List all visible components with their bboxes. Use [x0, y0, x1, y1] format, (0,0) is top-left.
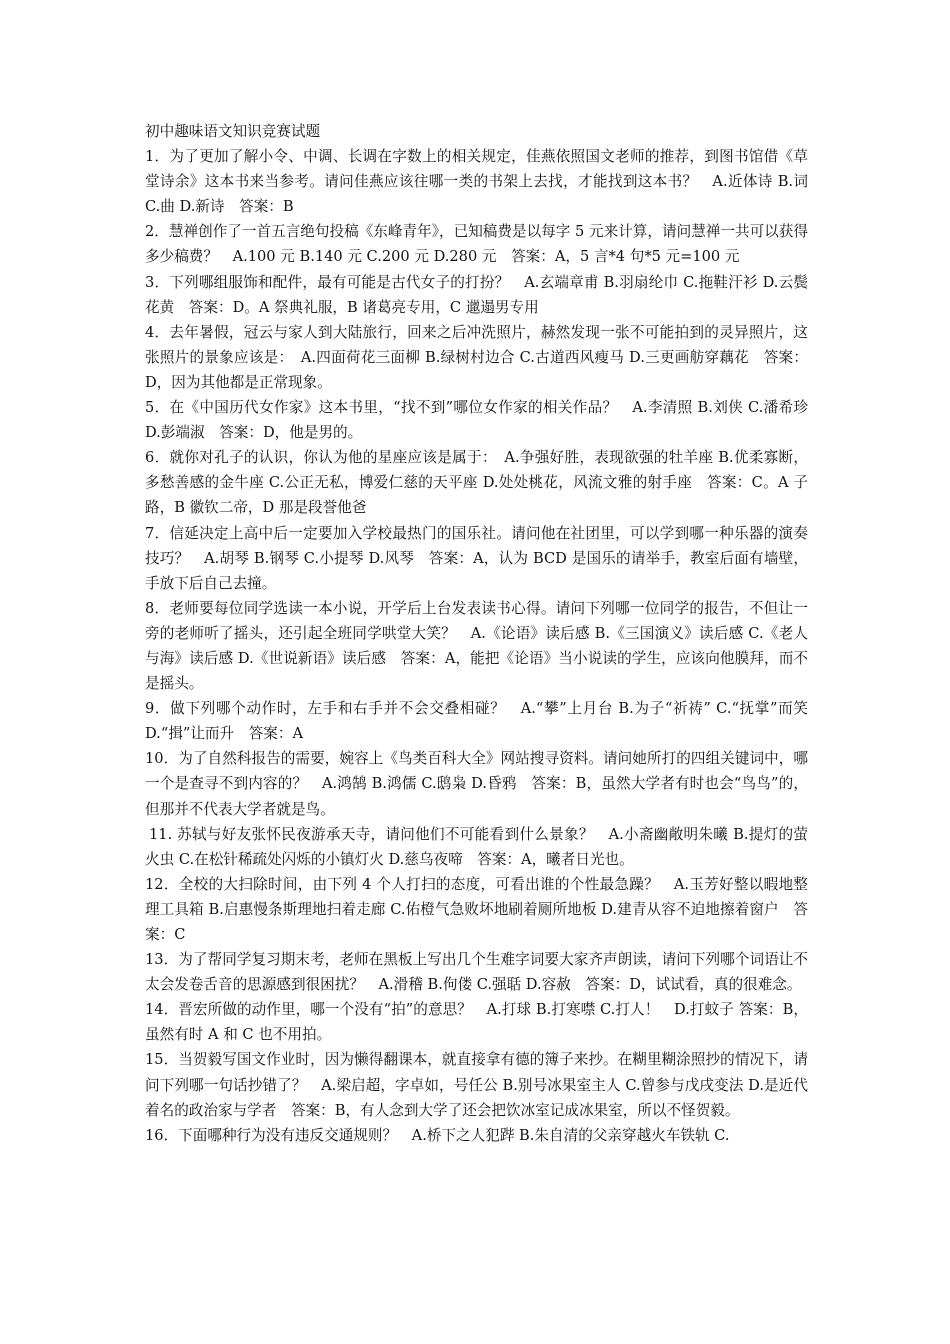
question-2: 2．慧禅创作了一首五言绝句投稿《东峰青年》，已知稿费是以每字 5 元来计算，请问慧禅一共可以获得多少稿费？ A.100 元 B.140 元 C.200 元 D.280 元 答案：A，5 言*4 句*5 元=100 元 — [145, 223, 808, 266]
question-10: 10．为了自然科报告的需要，婉容上《鸟类百科大全》网站搜寻资料。请问她所打的四组关键词中，哪一个是查寻不到内容的？ A.鸿鹄 B.鸿儒 C.鸱枭 D.昏鸦 答案：B，虽然大学者有时也会“鸟鸟”的，但那并不代表大学者就是鸟。 — [145, 750, 808, 818]
question-6: 6．就你对孔子的认识，你认为他的星座应该是属于： A.争强好胜，表现欲强的牡羊座 B.优柔寡断，多愁善感的金牛座 C.公正无私，博爱仁慈的天平座 D.处处桃花，风流文雅的射手座 答案：C。A 子路，B 徽钦二帝，D 那是段誉他爸 — [145, 449, 808, 517]
document-title: 初中趣味语文知识竞赛试题 — [145, 123, 321, 140]
question-15: 15．当贺毅写国文作业时，因为懒得翻课本，就直接拿有德的簿子来抄。在糊里糊涂照抄的情况下，请问下列哪一句话抄错了？ A.梁启超，字卓如，号任公 B.别号冰果室主人 C.曾参与戊戌变法 D.是近代着名的政治家与学者 答案：B，有人念到大学了还会把饮冰室记成冰果室，所以不怪贺毅。 — [145, 1051, 808, 1119]
question-7: 7．信延决定上高中后一定要加入学校最热门的国乐社。请问他在社团里，可以学到哪一种乐器的演奏技巧？ A.胡琴 B.钢琴 C.小提琴 D.风琴 答案：A，认为 BCD 是国乐的请举手，教室后面有墙壁，手放下后自己去撞。 — [145, 524, 808, 592]
question-14: 14．晋宏所做的动作里，哪一个没有“拍”的意思？ A.打球 B.打寒噤 C.打人！ D.打蚊子 答案：B，虽然有时 A 和 C 也不用拍。 — [145, 1001, 808, 1044]
question-1: 1．为了更加了解小令、中调、长调在字数上的相关规定，佳燕依照国文老师的推荐，到图书馆借《草堂诗余》这本书来当参考。请问佳燕应该往哪一类的书架上去找，才能找到这本书？ A.近体诗 B.词 C.曲 D.新诗 答案：B — [145, 148, 808, 216]
question-3: 3．下列哪组服饰和配件，最有可能是古代女子的打扮？ A.玄端章甫 B.羽扇纶巾 C.拖鞋汗衫 D.云鬓花黄 答案：D。A 祭典礼服，B 诸葛亮专用，C 邋遢男专用 — [145, 273, 808, 316]
question-11: 11. 苏轼与好友张怀民夜游承天寺，请问他们不可能看到什么景象？ A.小斋幽敞明朱曦 B.提灯的萤火虫 C.在松针稀疏处闪烁的小镇灯火 D.慈乌夜啼 答案：A，曦者日光也。 — [145, 825, 808, 868]
question-9: 9．做下列哪个动作时，左手和右手并不会交叠相碰？ A.“攀”上月台 B.为子“祈祷” C.“抚掌”而笑 D.“揖”让而升 答案：A — [145, 700, 808, 743]
question-12: 12．全校的大扫除时间，由下列 4 个人打扫的态度，可看出谁的个性最急躁？ A.玉芳好整以暇地整理工具箱 B.启惠慢条斯理地扫着走廊 C.佑橙气急败坏地刷着厕所地板 D.建青从容不迫地擦着窗户 答案：C — [145, 875, 808, 943]
question-5: 5．在《中国历代女作家》这本书里，“找不到”哪位女作家的相关作品？ A.李清照 B.刘侠 C.潘希珍 D.彭端淑 答案：D，他是男的。 — [145, 399, 808, 442]
question-4: 4．去年暑假，冠云与家人到大陆旅行，回来之后冲洗照片，赫然发现一张不可能拍到的灵异照片，这张照片的景象应该是： A.四面荷花三面柳 B.绿树村边合 C.古道西风瘦马 D.三更画舫穿藕花 答案：D，因为其他都是正常现象。 — [145, 323, 808, 391]
document-body — [145, 119, 808, 1148]
question-16: 16．下面哪种行为没有违反交通规则？ A.桥下之人犯跸 B.朱自清的父亲穿越火车铁轨 C. — [145, 1126, 730, 1144]
question-8: 8．老师要每位同学选读一本小说，开学后上台发表读书心得。请问下列哪一位同学的报告，不但让一旁的老师听了摇头，还引起全班同学哄堂大笑？ A.《论语》读后感 B.《三国演义》读后感 C.《老人与海》读后感 D.《世说新语》读后感 答案：A，能把《论语》当小说读的学生，应该向他膜拜，而不是摇头。 — [145, 599, 808, 693]
question-13: 13．为了帮同学复习期末考，老师在黑板上写出几个生难字词要大家齐声朗读，请问下列哪个词语让不太会发卷舌音的思源感到很困扰？ A.滑稽 B.佝偻 C.强聒 D.容赦 答案：D，试试看，真的很难念。 — [145, 951, 808, 994]
